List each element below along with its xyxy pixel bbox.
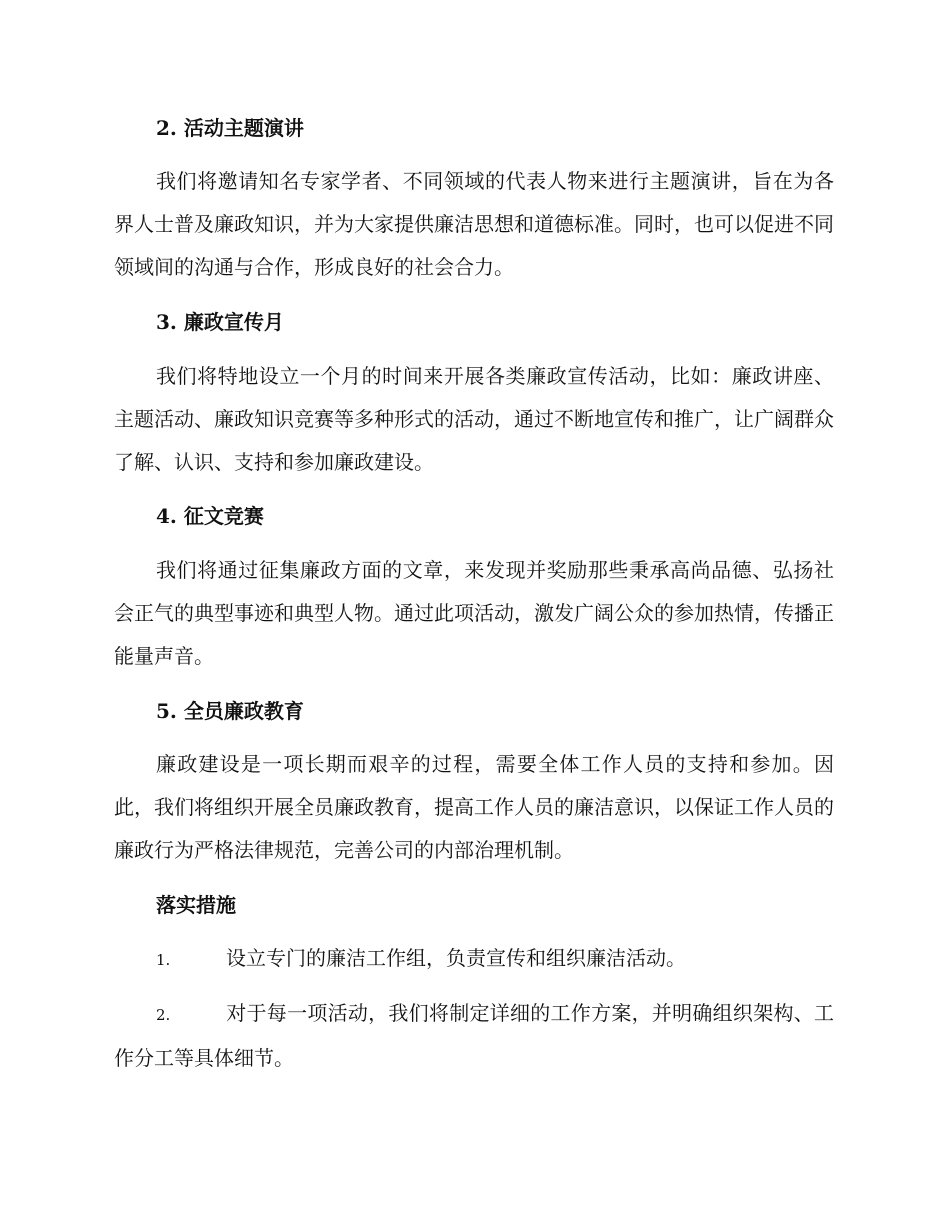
list-text: 对于每一项活动，我们将制定详细的工作方案，并明确组织架构、工作分工等具体细节。	[114, 1001, 834, 1070]
section-heading: 5. 全员廉政教育	[156, 699, 304, 723]
section-paragraph: 廉政建设是一项长期而艰辛的过程，需要全体工作人员的支持和参加。因此，我们将组织开展全员廉政教育，提高工作人员的廉洁意识，以保证工作人员的廉政行为严格法律规范，完善公司的内部治理机制。	[114, 752, 834, 862]
list-text: 设立专门的廉洁工作组，负责宣传和组织廉洁活动。	[226, 946, 686, 970]
list-number: 2.	[156, 1006, 171, 1024]
section-heading: 4. 征文竞赛	[156, 504, 264, 528]
measures-heading: 落实措施	[156, 893, 236, 917]
section-heading: 2. 活动主题演讲	[156, 116, 304, 140]
list-item	[114, 992, 834, 1080]
section-paragraph: 我们将邀请知名专家学者、不同领域的代表人物来进行主题演讲，旨在为各界人士普及廉政知识，并为大家提供廉洁思想和道德标准。同时，也可以促进不同领域间的沟通与合作，形成良好的社会合力。	[114, 169, 834, 279]
section-paragraph: 我们将特地设立一个月的时间来开展各类廉政宣传活动，比如：廉政讲座、主题活动、廉政知识竞赛等多种形式的活动，通过不断地宣传和推广，让广阔群众了解、认识、支持和参加廉政建设。	[114, 364, 834, 474]
section-paragraph: 我们将通过征集廉政方面的文章，来发现并奖励那些秉承高尚品德、弘扬社会正气的典型事迹和典型人物。通过此项活动，激发广阔公众的参加热情，传播正能量声音。	[114, 558, 834, 668]
section-heading: 3. 廉政宣传月	[156, 310, 284, 334]
list-number: 1.	[156, 951, 171, 969]
list-item	[114, 937, 834, 982]
